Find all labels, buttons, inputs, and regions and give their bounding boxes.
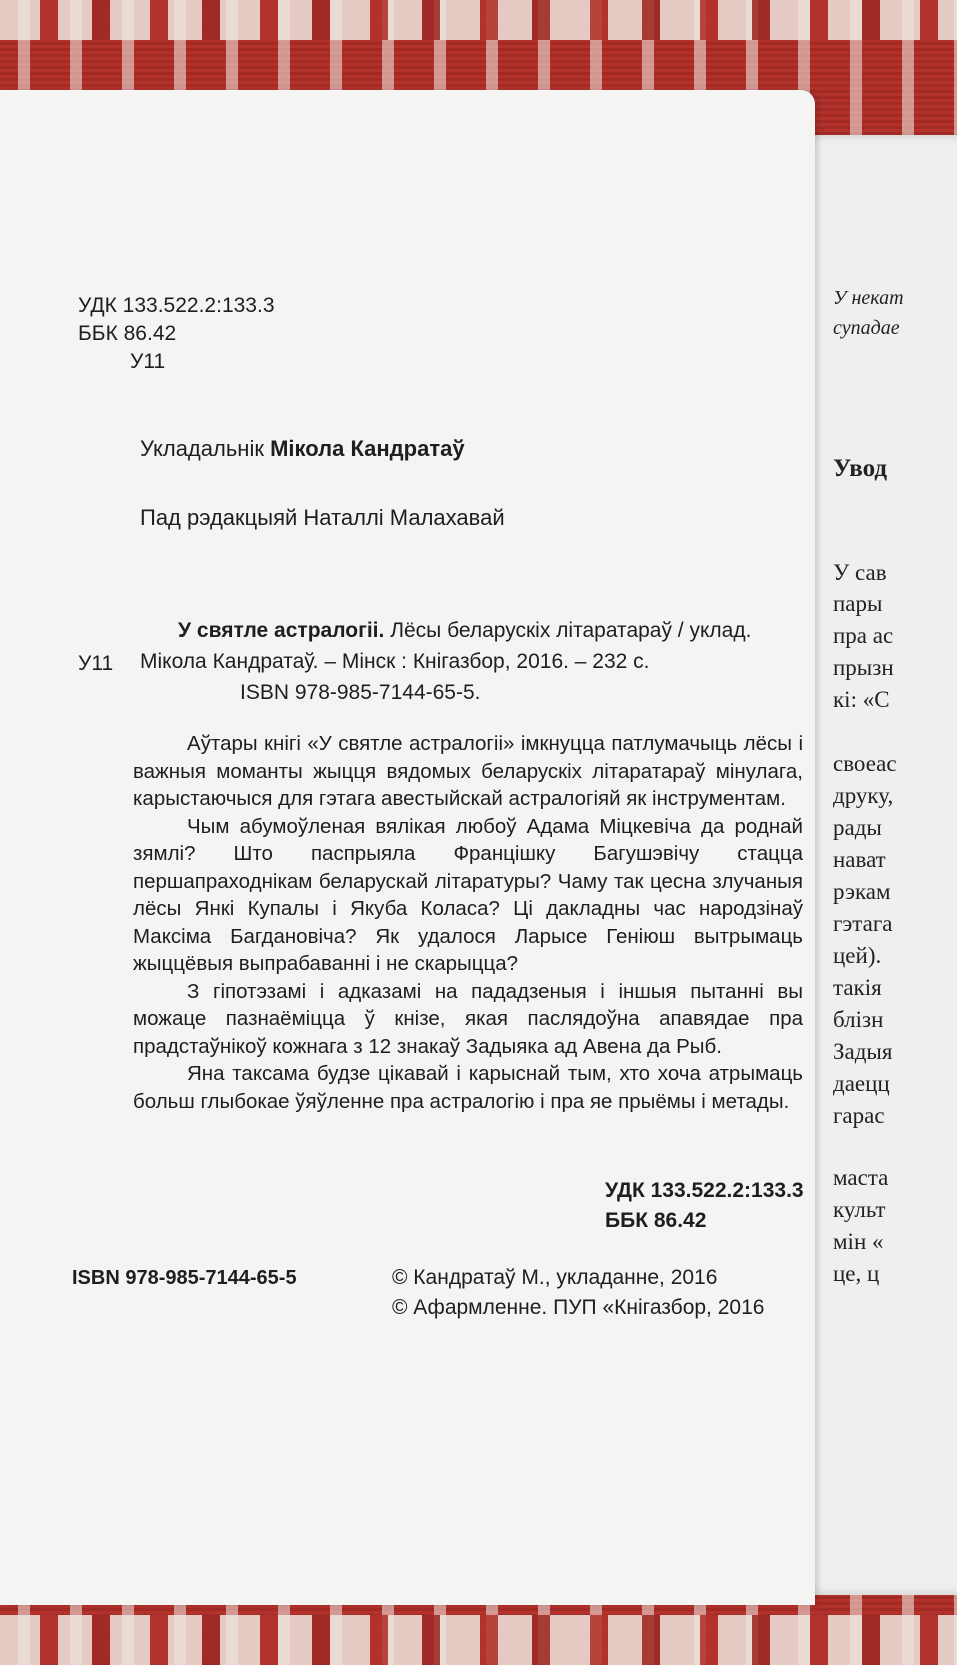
- annotation-paragraph: Аўтары кнігі «У святле астралогіі» імкнуцца патлумачыць лёсы і важныя моманты жыцця вядомых беларускіх літаратараў мінулага, карыстаючыся для гэтага авестыйскай астралогіяй як інструментам.: [133, 732, 803, 810]
- bib-isbn: ISBN 978-985-7144-65-5.: [240, 681, 481, 704]
- isbn: ISBN 978-985-7144-65-5: [72, 1267, 297, 1289]
- right-page-line: гарас: [833, 1103, 885, 1128]
- right-page-line: даецц: [833, 1071, 890, 1096]
- right-page-line: рады: [833, 815, 882, 840]
- bib-author-mark: У11: [78, 652, 114, 675]
- bib-title-rest: Лёсы беларускіх літаратараў / уклад.: [390, 619, 752, 642]
- right-page-line: кі: «С: [833, 687, 890, 712]
- annotation: [133, 730, 803, 1115]
- right-page-line: У сав: [833, 560, 887, 585]
- book-title: У святле астралогіі.: [178, 619, 385, 642]
- bib-line-1: [178, 620, 751, 641]
- right-page-line: гэтага: [833, 911, 893, 936]
- right-page-heading: Увод: [833, 455, 888, 482]
- right-page-line: своеас: [833, 751, 897, 776]
- right-page-line: такія: [833, 975, 882, 1000]
- right-page-line: культ: [833, 1197, 886, 1222]
- right-page-line: пра ас: [833, 623, 894, 648]
- annotation-paragraph: Чым абумоўленая вялікая любоў Адама Міцкевіча да роднай зямлі? Што паспрыяла Францішку Багушэвічу стацца першапраходнікам беларускай літаратуры? Чаму так цесна злучаныя лёсы Янкі Купалы і Якуба Коласа? Ці дакладны час народзінаў Максіма Багдановіча? Як удалося Ларысе Геніюш вытрымаць жыццёвыя выпрабаванні і не скарыцца?: [133, 814, 803, 975]
- right-page-line: пары: [833, 591, 883, 616]
- right-page-line: мін «: [833, 1229, 884, 1254]
- right-page-line: прызн: [833, 655, 894, 680]
- compiler-label: Укладальнік: [140, 436, 264, 461]
- right-page-line: цей).: [833, 943, 882, 968]
- annotation-paragraph: З гіпотэзамі і адказамі на пададзеныя і іншыя пытанні вы можаце пазнаёміцца ў кнізе, якая паслядоўна апавядае пра прадстаўнікоў кожнага з 12 знакаў Задыяка ад Авена да Рыб.: [133, 979, 803, 1058]
- udk-code-bottom: УДК 133.522.2:133.3: [605, 1179, 804, 1202]
- right-page-line: маста: [833, 1165, 889, 1190]
- compiler-name: Мікола Кандратаў: [270, 436, 465, 461]
- bbk-code: ББК 86.42: [78, 322, 177, 345]
- copyright-line: © Афармленне. ПУП «Кнігазбор, 2016: [392, 1296, 765, 1319]
- book-page: [0, 90, 815, 1605]
- right-page-line: друку,: [833, 783, 894, 808]
- compiler-line: [140, 438, 465, 460]
- annotation-paragraph: Яна таксама будзе цікавай і карыснай тым, хто хоча атрымаць больш глыбокае ўяўленне пра астралогію і пра яе прыёмы і метады.: [133, 1062, 803, 1113]
- author-mark: У11: [130, 350, 166, 373]
- right-page-line: рэкам: [833, 879, 891, 904]
- editor-line: Пад рэдакцыяй Наталлі Малахавай: [140, 505, 505, 530]
- right-page-line: це, ц: [833, 1261, 880, 1286]
- right-page: [815, 135, 957, 1595]
- right-page-line: нават: [833, 847, 886, 872]
- bib-line-2: Мікола Кандратаў. – Мінск : Кнігазбор, 2016. – 232 с.: [140, 650, 650, 673]
- copyright-line: © Кандратаў М., укладанне, 2016: [392, 1266, 718, 1289]
- right-page-italic-line: У некат: [833, 287, 904, 309]
- right-page-line: Задыя: [833, 1039, 893, 1064]
- udk-code: УДК 133.522.2:133.3: [78, 294, 275, 317]
- right-page-line: блізн: [833, 1007, 884, 1032]
- right-page-italic-line: супадае: [833, 317, 900, 339]
- bbk-code-bottom: ББК 86.42: [605, 1209, 707, 1232]
